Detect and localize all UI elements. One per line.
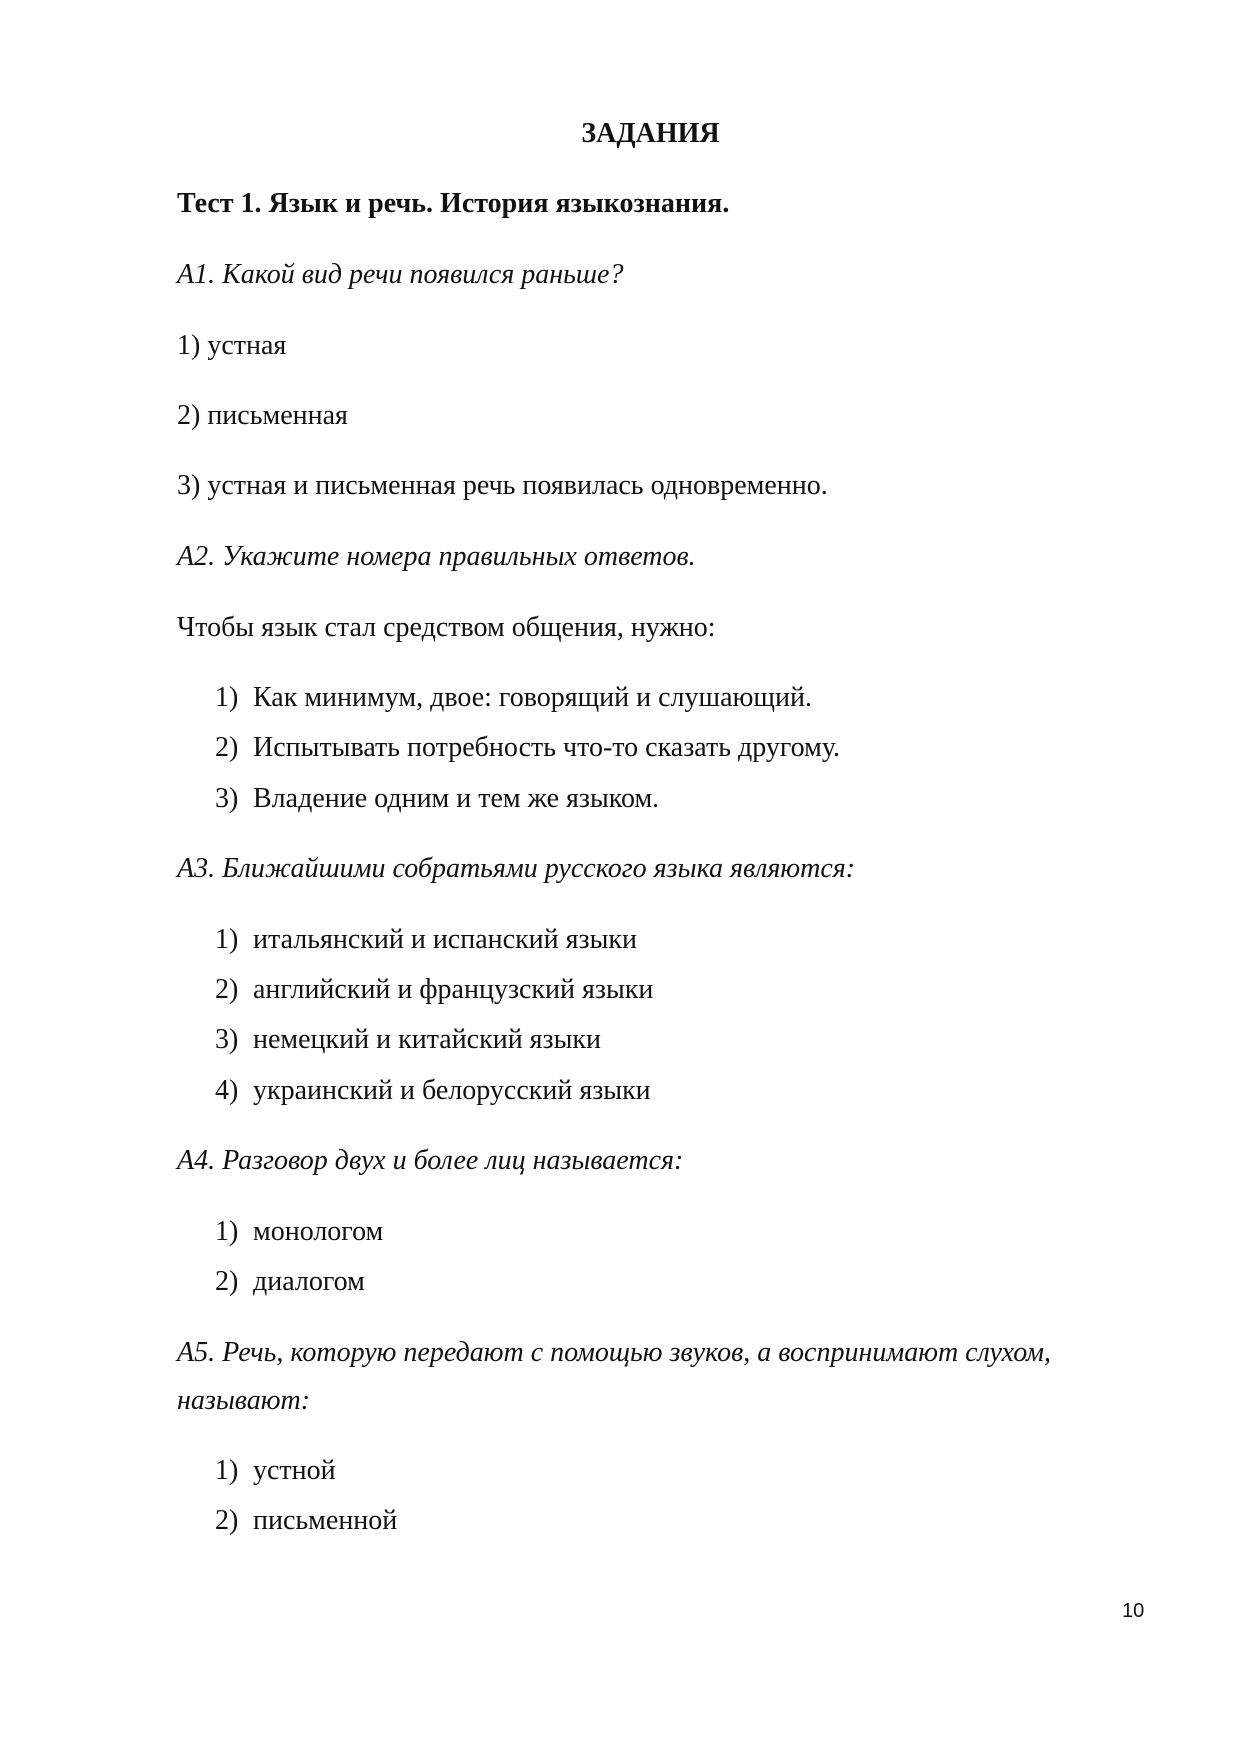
list-item-text: монологом (253, 1216, 384, 1247)
list-item-number: 2) (215, 732, 239, 763)
question-a2: А2. Укажите номера правильных ответов. (177, 541, 696, 572)
list-item-text: английский и французский языки (253, 974, 654, 1005)
question-a2-lead: Чтобы язык стал средством общения, нужно: (177, 612, 716, 643)
question-a4: А4. Разговор двух и более лиц называется: (177, 1145, 684, 1176)
list-item-text: немецкий и китайский языки (253, 1024, 602, 1055)
list-item-number: 1) (215, 1455, 239, 1486)
page-heading: ЗАДАНИЯ (581, 118, 720, 149)
list-item-number: 1) (215, 1216, 239, 1247)
answer-a1-3: 3) устная и письменная речь появилась одновременно. (177, 470, 828, 501)
list-item-number: 3) (215, 1024, 239, 1055)
list-item-number: 2) (215, 1505, 239, 1536)
list-item-text: украинский и белорусский языки (253, 1075, 651, 1106)
question-a5-continued: называют: (177, 1385, 311, 1416)
list-item-number: 1) (215, 924, 239, 955)
list-item-number: 2) (215, 974, 239, 1005)
list-item-text: диалогом (253, 1266, 365, 1297)
question-a5: А5. Речь, которую передают с помощью звуков, а воспринимают слухом, (177, 1337, 1052, 1368)
list-item-number: 2) (215, 1266, 239, 1297)
list-item-text: Владение одним и тем же языком. (253, 783, 660, 814)
answer-a1-2: 2) письменная (177, 400, 348, 431)
list-item-text: итальянский и испанский языки (253, 924, 637, 955)
list-item-text: устной (253, 1455, 336, 1486)
list-item-number: 4) (215, 1075, 239, 1106)
list-item-number: 1) (215, 682, 239, 713)
list-item-text: письменной (253, 1505, 398, 1536)
question-a1: А1. Какой вид речи появился раньше? (177, 259, 624, 290)
question-a3: А3. Ближайшими собратьями русского языка являются: (177, 853, 856, 884)
list-item-number: 3) (215, 783, 239, 814)
list-item-text: Как минимум, двое: говорящий и слушающий. (253, 682, 812, 713)
list-item-text: Испытывать потребность что-то сказать другому. (253, 732, 841, 763)
page-number: 10 (1122, 1600, 1145, 1622)
test-title: Тест 1. Язык и речь. История языкознания. (177, 188, 730, 219)
answer-a1-1: 1) устная (177, 330, 287, 361)
